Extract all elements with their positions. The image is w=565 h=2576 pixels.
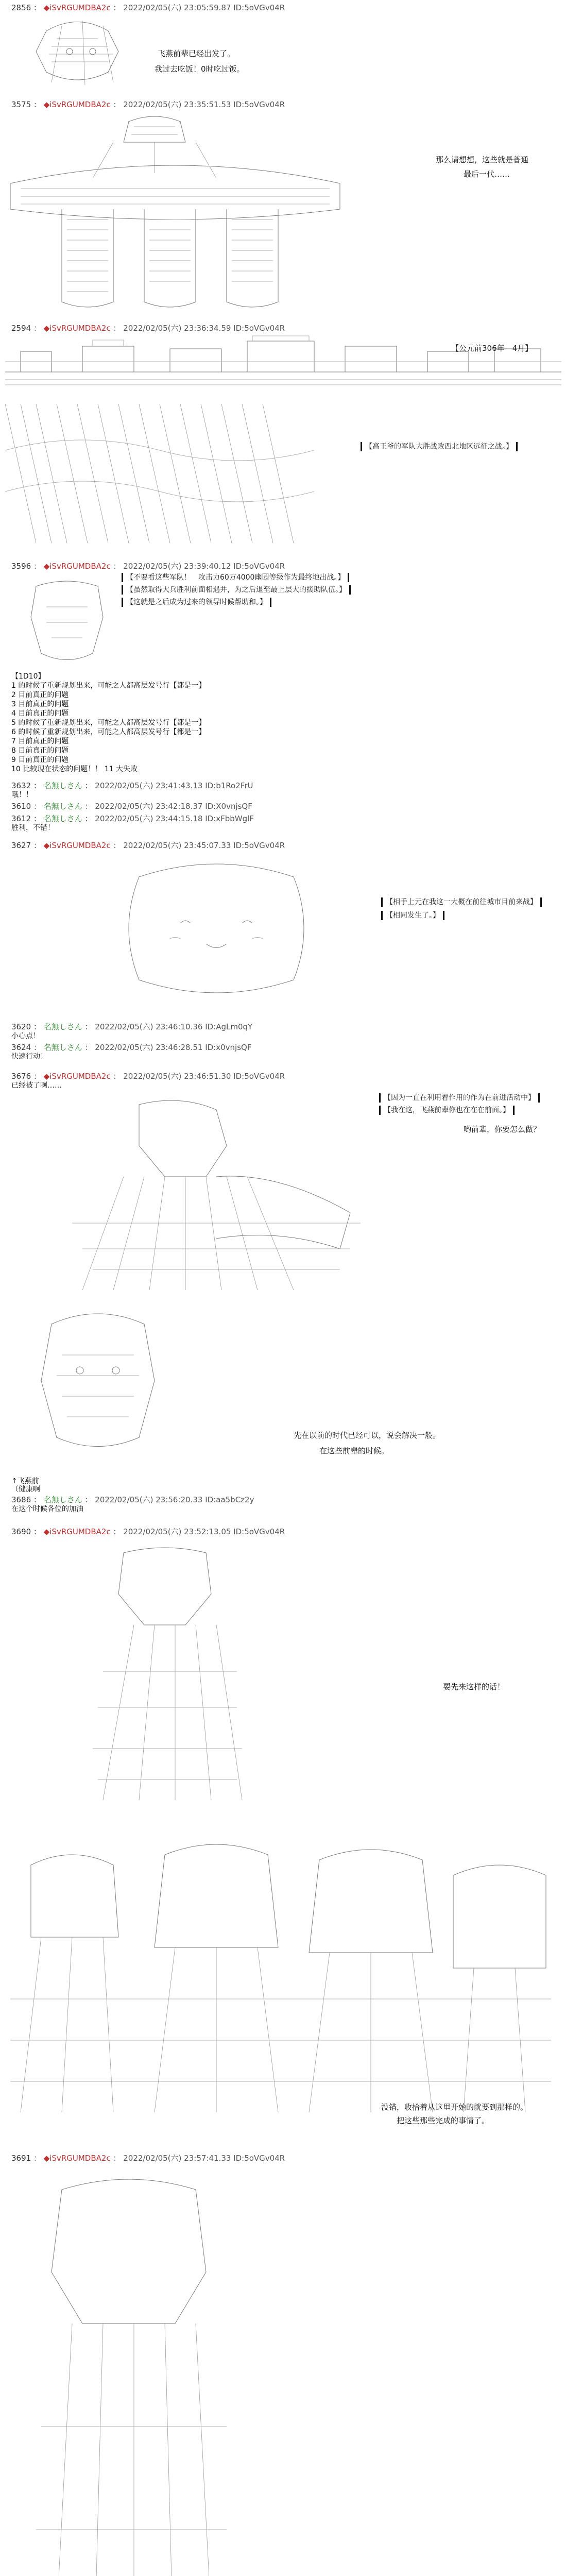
post-number[interactable]: 3610 — [11, 802, 31, 811]
post-number[interactable]: 3624 — [11, 1043, 31, 1052]
dice-option: 3 目前真正的问题 — [11, 700, 69, 708]
post-10 — [0, 1834, 565, 2143]
dialogue-line: 我过去吃饭！0时吃过饭。 — [155, 64, 245, 74]
aa-figure-thinking — [15, 576, 118, 669]
post-number[interactable]: 3620 — [11, 1022, 31, 1031]
post-number[interactable]: 3596 — [11, 562, 31, 571]
dialogue-line: 飞燕前辈已经出发了。 — [158, 49, 235, 58]
replies-3 — [0, 1477, 565, 1523]
dice-option: 4 目前真正的问题 — [11, 709, 69, 718]
poster-name: ◆iSvRGUMDBA2c — [43, 1527, 111, 1536]
poster-name: ◆iSvRGUMDBA2c — [43, 841, 111, 850]
post-number[interactable]: 3676 — [11, 1072, 31, 1081]
poster-name: ◆iSvRGUMDBA2c — [43, 1072, 111, 1081]
post-header: 3627 ： ◆iSvRGUMDBA2c ： 2022/02/05(六) 23:45:07.33 ID:5oVGv04R — [11, 841, 285, 850]
post-number[interactable]: 3691 — [11, 2154, 31, 2163]
dice-option: 10 比较现在状态的问题！！ 11 大失败 — [11, 765, 138, 773]
poster-name: 名無しさん — [43, 781, 82, 790]
replies-1 — [0, 781, 565, 838]
post-number[interactable]: 3686 — [11, 1495, 31, 1504]
post-header: 3596 ： ◆iSvRGUMDBA2c ： 2022/02/05(六) 23:39:40.12 ID:5oVGv04R — [11, 562, 285, 571]
post-time: 2022/02/05(六) 23:56:20.33 ID:aa5bCz2y — [95, 1495, 254, 1504]
post-time: 2022/02/05(六) 23:45:07.33 ID:5oVGv04R — [123, 841, 285, 850]
reply-header: 3612 ： 名無しさん ： 2022/02/05(六) 23:44:15.18 ID:xFbbWglF — [11, 814, 254, 823]
post-time: 2022/02/05(六) 23:57:41.33 ID:5oVGv04R — [123, 2154, 285, 2163]
post-time: 2022/02/05(六) 23:46:28.51 ID:x0vnjsQF — [95, 1043, 252, 1052]
post-time: 2022/02/05(六) 23:35:51.53 ID:5oVGv04R — [123, 100, 285, 109]
reply-text: 已经被了啊…… — [11, 1081, 62, 1090]
caption-date: 【公元前306年 4月】 — [451, 344, 533, 353]
post-9 — [0, 1527, 565, 1816]
reply-text: ↑飞燕前 — [11, 1477, 39, 1485]
post-time: 2022/02/05(六) 23:44:15.18 ID:xFbbWglF — [95, 814, 254, 823]
reply-text: 哦！！ — [11, 791, 33, 799]
aa-figure-warrior — [82, 1543, 247, 1810]
dice-option: 5 的时候了重新规划出来，可能之人都高层发号行【都是一】 — [11, 719, 206, 727]
aa-figure-girl — [21, 15, 144, 88]
post-header: 3676 ： ◆iSvRGUMDBA2c ： 2022/02/05(六) 23:46:51.30 ID:5oVGv04R — [11, 1072, 285, 1081]
dialogue-line: 要先来这样的话！ — [443, 1682, 505, 1691]
dice-title: 【1D10】 — [11, 672, 45, 681]
post-time: 2022/02/05(六) 23:39:40.12 ID:5oVGv04R — [123, 562, 285, 571]
narration-box: 【相手上元在我这一大概在前往城市目前来战】 — [381, 897, 542, 907]
post-1 — [0, 0, 565, 88]
reply-header: 3610 ： 名無しさん ： 2022/02/05(六) 23:42:18.37 ID:X0vnjsQF — [11, 802, 252, 811]
narration-box: 【相同发生了。】 — [381, 911, 444, 920]
post-2 — [0, 97, 565, 313]
narration-box: 【不要看这些军队！ 攻击力60万4000幽园等级作为最终地出战。】 — [122, 573, 349, 582]
post-number[interactable]: 3632 — [11, 781, 31, 790]
aa-figure-action — [62, 1094, 371, 1295]
post-time: 2022/02/05(六) 23:42:18.37 ID:X0vnjsQF — [95, 802, 252, 811]
poster-name: 名無しさん — [43, 814, 82, 823]
replies-2 — [0, 1022, 565, 1063]
dialogue-line: 没错，收拾着从这里开始的就要到那样的。 — [381, 2103, 528, 2112]
poster-name: ◆iSvRGUMDBA2c — [43, 2154, 111, 2163]
dialogue-line: 先在以前的时代已经可以，说会解决一般。 — [294, 1431, 441, 1440]
reply-header: 3620 ： 名無しさん ： 2022/02/05(六) 23:46:10.36 ID:AgLm0qY — [11, 1022, 253, 1031]
aa-wave-scene — [5, 399, 314, 548]
dice-option: 2 目前真正的问题 — [11, 691, 69, 699]
post-time: 2022/02/05(六) 23:05:59.87 ID:5oVGv04R — [123, 3, 285, 12]
post-header: 3691 ： ◆iSvRGUMDBA2c ： 2022/02/05(六) 23:57:41.33 ID:5oVGv04R — [11, 2154, 285, 2163]
narration-box: 【虽然取得大兵胜利前面相遇并，为之后退至最上层大的援助队伍。】 — [122, 585, 351, 595]
poster-name: ◆iSvRGUMDBA2c — [43, 100, 111, 109]
post-number[interactable]: 3690 — [11, 1527, 31, 1536]
aa-round-face — [118, 856, 314, 1001]
post-time: 2022/02/05(六) 23:46:10.36 ID:AgLm0qY — [95, 1022, 253, 1031]
post-header: 3575 ： ◆iSvRGUMDBA2c ： 2022/02/05(六) 23:35:51.53 ID:5oVGv04R — [11, 100, 285, 109]
post-8 — [0, 1303, 565, 1473]
poster-name: 名無しさん — [43, 802, 82, 811]
dialogue-line: 哟前辈，你要怎么做？ — [464, 1125, 541, 1134]
reply-text: （健康啊 — [11, 1485, 40, 1494]
reply-header: 3632 ： 名無しさん ： 2022/02/05(六) 23:41:43.13 ID:b1Ro2FrU — [11, 781, 253, 790]
aa-figure-banquet — [10, 111, 345, 312]
reply-header: 3686 ： 名無しさん ： 2022/02/05(六) 23:56:20.33 ID:aa5bCz2y — [11, 1495, 254, 1504]
reply-header: 3624 ： 名無しさん ： 2022/02/05(六) 23:46:28.51 ID:x0vnjsQF — [11, 1043, 252, 1052]
post-header: 3690 ： ◆iSvRGUMDBA2c ： 2022/02/05(六) 23:52:13.05 ID:5oVGv04R — [11, 1527, 285, 1536]
aa-figure-closing — [21, 2169, 237, 2576]
reply-text: 在这个时候各位的加油 — [11, 1505, 83, 1513]
dice-option: 9 目前真正的问题 — [11, 756, 69, 764]
post-3 — [0, 320, 565, 393]
poster-name: ◆iSvRGUMDBA2c — [43, 324, 111, 333]
reply-text: 快速行动！ — [11, 1053, 47, 1061]
narration-box: 【因为一直在利用着作用的作为在前进活动中】 — [379, 1093, 540, 1103]
dice-option: 6 的时候了重新规划出来，可能之人都高层发号行【都是一】 — [11, 728, 206, 736]
dialogue-line: 把这些那些完成的事情了。 — [397, 2116, 490, 2125]
dice-option: 1 的时候了重新规划出来，可能之人都高层发号行【都是一】 — [11, 682, 206, 690]
post-number[interactable]: 2594 — [11, 324, 31, 333]
narration-box: 【这就是之后成为过来的领导时候帮助和。】 — [122, 598, 271, 607]
post-5 — [0, 562, 565, 778]
narration-box: 【我在这，飞燕前辈你也在在在前面。】 — [379, 1106, 515, 1115]
post-number[interactable]: 3575 — [11, 100, 31, 109]
post-header: 2594 ： ◆iSvRGUMDBA2c ： 2022/02/05(六) 23:36:34.59 ID:5oVGv04R — [11, 324, 285, 333]
aa-figure-girl-2 — [21, 1303, 175, 1458]
post-6 — [0, 841, 565, 1006]
poster-name: 名無しさん — [43, 1022, 82, 1031]
post-number[interactable]: 3627 — [11, 841, 31, 850]
poster-name: 名無しさん — [43, 1043, 82, 1052]
poster-name: ◆iSvRGUMDBA2c — [43, 562, 111, 571]
dialogue-line: 最后一代…… — [464, 170, 510, 179]
post-number[interactable]: 3612 — [11, 814, 31, 823]
post-4 — [0, 397, 565, 546]
reply-text: 胜利，不错！ — [11, 824, 55, 832]
reply-text: 小心点！ — [11, 1032, 40, 1040]
narration-box: 【高王爷的军队大胜战败西北地区远征之战。】 — [361, 442, 518, 451]
post-11 — [0, 2154, 565, 2576]
dialogue-line: 在这些前辈的时候。 — [319, 1446, 389, 1455]
poster-name: 名無しさん — [43, 1495, 82, 1504]
post-7 — [0, 1072, 565, 1298]
post-header: 2856 ： ◆iSvRGUMDBA2c ： 2022/02/05(六) 23:05:59.87 ID:5oVGv04R — [11, 3, 285, 12]
dice-option: 8 目前真正的问题 — [11, 747, 69, 755]
post-number[interactable]: 2856 — [11, 3, 31, 12]
aa-city-walls — [5, 331, 561, 393]
post-time: 2022/02/05(六) 23:52:13.05 ID:5oVGv04R — [123, 1527, 285, 1536]
post-time: 2022/02/05(六) 23:46:51.30 ID:5oVGv04R — [123, 1072, 285, 1081]
poster-name: ◆iSvRGUMDBA2c — [43, 3, 111, 12]
dice-option: 7 目前真正的问题 — [11, 737, 69, 745]
post-time: 2022/02/05(六) 23:41:43.13 ID:b1Ro2FrU — [95, 781, 253, 790]
aa-group-scene — [10, 1834, 551, 2123]
post-time: 2022/02/05(六) 23:36:34.59 ID:5oVGv04R — [123, 324, 285, 333]
dialogue-line: 那么请想想，这些就是普通 — [436, 155, 529, 164]
